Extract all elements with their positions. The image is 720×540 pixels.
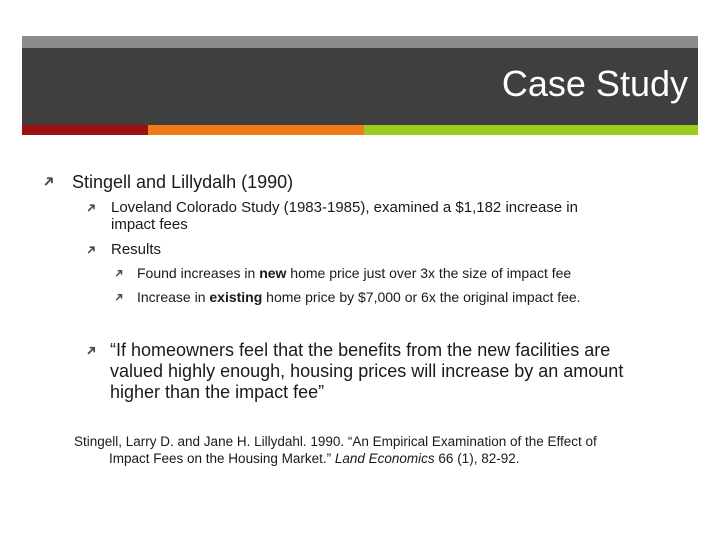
bullet-results (81, 240, 162, 259)
bullet-quote (81, 340, 624, 403)
reference-line-2-pre: Impact Fees on the Housing Market.” (109, 451, 335, 466)
bullet-existing-text (137, 289, 581, 305)
arrow-up-right-icon: ➜ (110, 264, 128, 282)
increase-post: home price by $7,000 or 6x the original impact fee. (262, 289, 581, 305)
found-pre: Found increases in (137, 265, 260, 281)
arrow-up-right-icon: ➜ (38, 171, 60, 192)
reference-citation (74, 433, 694, 467)
arrow-up-right-icon: ➜ (110, 288, 128, 306)
quote-text (110, 340, 623, 403)
found-bold: new (259, 265, 287, 281)
accent-bar-orange (148, 125, 364, 135)
loveland-line-1: Loveland Colorado Study (1983-1985), examined a $1,182 increase in (111, 199, 578, 216)
bullet-main-text: Stingell and Lillydalh (1990) (72, 172, 294, 192)
quote-line-2: valued highly enough, housing prices will increase by an amount (110, 361, 624, 381)
reference-line-2 (74, 450, 694, 467)
increase-bold: existing (209, 289, 263, 305)
quote-line-1: “If homeowners feel that the benefits from the new facilities are (110, 340, 611, 360)
increase-pre: Increase in (137, 289, 210, 305)
reference-line-2-post: 66 (1), 82-92. (434, 451, 520, 466)
bullet-existing-increase (112, 289, 581, 305)
bullet-found-increase (112, 265, 571, 281)
accent-bar-green (364, 125, 698, 135)
accent-bar-red (22, 125, 148, 135)
bullet-results-text: Results (111, 241, 162, 258)
quote-line-3: higher than the impact fee” (110, 382, 325, 402)
loveland-line-2: impact fees (111, 216, 188, 233)
arrow-up-right-icon: ➜ (81, 198, 101, 217)
slide-title: Case Study (501, 63, 688, 104)
bullet-main (38, 171, 294, 193)
arrow-up-right-icon: ➜ (81, 340, 101, 360)
reference-journal: Land Economics (334, 451, 435, 466)
reference-line-1: Stingell, Larry D. and Jane H. Lillydahl. 1990. “An Empirical Examination of the Effect of (74, 434, 597, 449)
bullet-found-text (137, 265, 571, 281)
title-bar (22, 48, 698, 125)
found-post: home price just over 3x the size of impact fee (286, 265, 572, 281)
header-top-strip (22, 36, 698, 48)
bullet-loveland (81, 198, 578, 233)
arrow-up-right-icon: ➜ (81, 240, 101, 259)
bullet-loveland-text (111, 199, 578, 233)
